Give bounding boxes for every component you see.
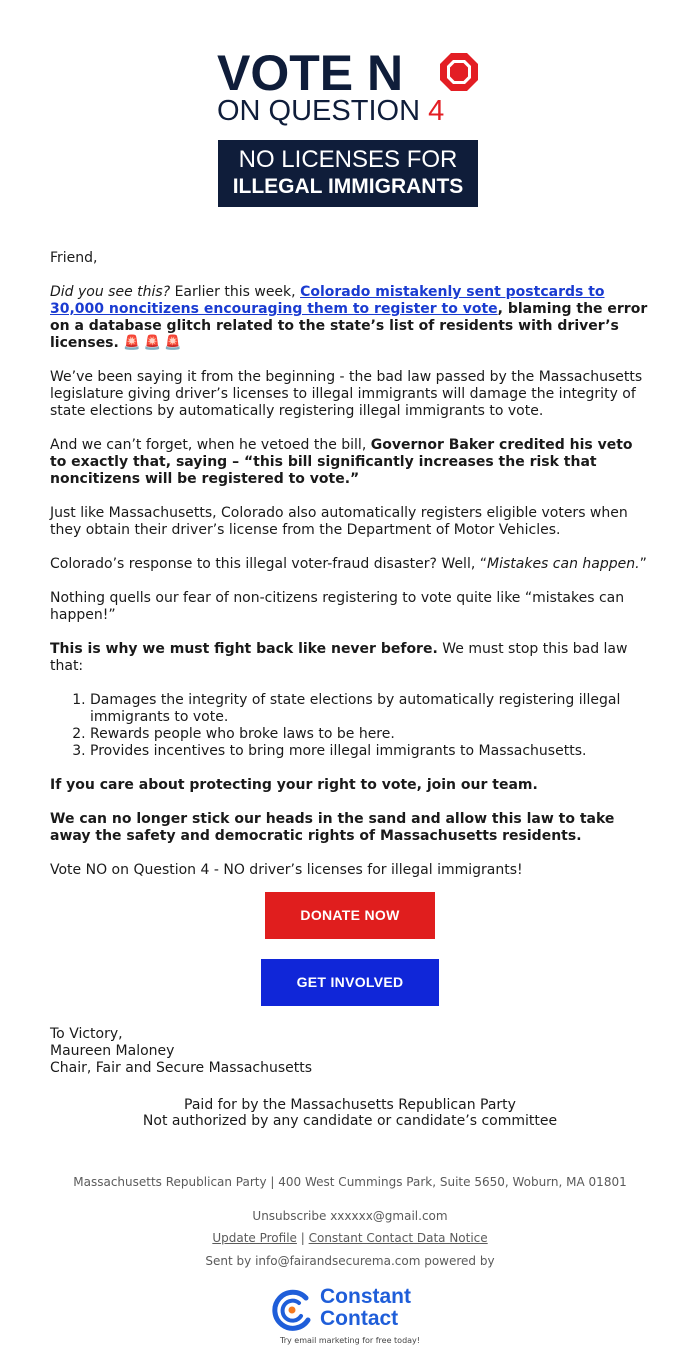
footer-links: [0, 1231, 700, 1245]
sent-by-text: Sent by info@fairandsecurema.com powered by: [205, 1254, 495, 1268]
paragraph-10: Vote NO on Question 4 - NO driver’s licenses for illegal immigrants!: [50, 862, 523, 878]
disclaimer-line-2: Not authorized by any candidate or candidate’s committee: [142, 1113, 558, 1129]
constant-contact-wordmark: Constant Contact: [320, 1285, 411, 1330]
header-logo: [217, 45, 479, 208]
data-notice-link[interactable]: Constant Contact Data Notice: [308, 1231, 488, 1245]
paragraph-9: We can no longer stick our heads in the sand and allow this law to take away the safety and democratic rights of Massachusetts residents.: [50, 811, 615, 844]
paragraph-1: Did you see this? Earlier this week, Colorado mistakenly sent postcards to 30,000 noncitizens encouraging them to register to vote, blaming the error on a database glitch related to the state’s list of residents with driver’s licenses. 🚨🚨🚨: [50, 284, 648, 351]
signoff-name: Maureen Maloney: [50, 1043, 175, 1059]
unsubscribe-link[interactable]: Unsubscribe xxxxxx@gmail.com: [252, 1209, 448, 1223]
paragraph-6: Nothing quells our fear of non-citizens registering to vote quite like “mistakes can happen!”: [50, 590, 625, 623]
get-involved-button[interactable]: GET INVOLVED: [261, 959, 439, 1006]
paragraph-7: This is why we must fight back like never before. We must stop this bad law that:: [50, 641, 628, 674]
constant-contact-logo[interactable]: [270, 1285, 432, 1334]
email-body: [50, 250, 650, 896]
update-profile-link[interactable]: Update Profile: [212, 1231, 297, 1245]
disclaimer-line-1: Paid for by the Massachusetts Republican Party: [184, 1097, 516, 1113]
list-item: 1. Damages the integrity of state elections by automatically registering illegal immigrants to vote.: [90, 692, 650, 726]
logo-banner: [218, 140, 478, 207]
paragraph-4: Just like Massachusetts, Colorado also automatically registers eligible voters when they obtain their driver’s license from the Department of Motor Vehicles.: [50, 505, 628, 538]
stop-sign-icon: [439, 52, 479, 92]
footer-separator: |: [296, 1231, 309, 1245]
paragraph-5: Colorado’s response to this illegal voter-fraud disaster? Well, “Mistakes can happen.”: [50, 556, 647, 572]
signoff: [50, 1026, 312, 1077]
donate-now-button[interactable]: DONATE NOW: [265, 892, 435, 939]
logo-banner-line1: NO LICENSES FOR: [238, 146, 458, 173]
reasons-list: [50, 692, 650, 760]
paragraph-3: And we can’t forget, when he vetoed the bill, Governor Baker credited his veto to exactly that, saying – “this bill significantly increases the risk that noncitizens will be registered to vote.”: [50, 437, 633, 487]
greeting: Friend,: [50, 250, 98, 266]
colorado-article-link[interactable]: Colorado mistakenly sent postcards to 30,000 noncitizens encouraging them to register to vote: [50, 284, 605, 317]
list-item: 2. Rewards people who broke laws to be here.: [90, 726, 650, 743]
logo-vote-no: VOTE N: [217, 45, 404, 101]
paragraph-8: If you care about protecting your right to vote, join our team.: [50, 777, 538, 793]
paid-for-disclaimer: [0, 1097, 700, 1129]
constant-contact-icon: [270, 1288, 314, 1332]
constant-contact-tagline[interactable]: Try email marketing for free today!: [280, 1336, 420, 1345]
footer-address: Massachusetts Republican Party | 400 West Cummings Park, Suite 5650, Woburn, MA 01801: [73, 1175, 627, 1189]
paragraph-2: We’ve been saying it from the beginning - the bad law passed by the Massachusetts legislature giving driver’s licenses to illegal immigrants will damage the integrity of state elections by automatically registering illegal immigrants to vote.: [50, 369, 643, 419]
logo-on-question: ON QUESTION 4: [217, 95, 445, 127]
logo-banner-line2: ILLEGAL IMMIGRANTS: [232, 175, 464, 198]
signoff-title: Chair, Fair and Secure Massachusetts: [50, 1060, 313, 1076]
signoff-closing: To Victory,: [50, 1026, 123, 1042]
siren-icon: 🚨🚨🚨: [123, 335, 185, 351]
list-item: 3. Provides incentives to bring more illegal immigrants to Massachusetts.: [90, 743, 650, 760]
